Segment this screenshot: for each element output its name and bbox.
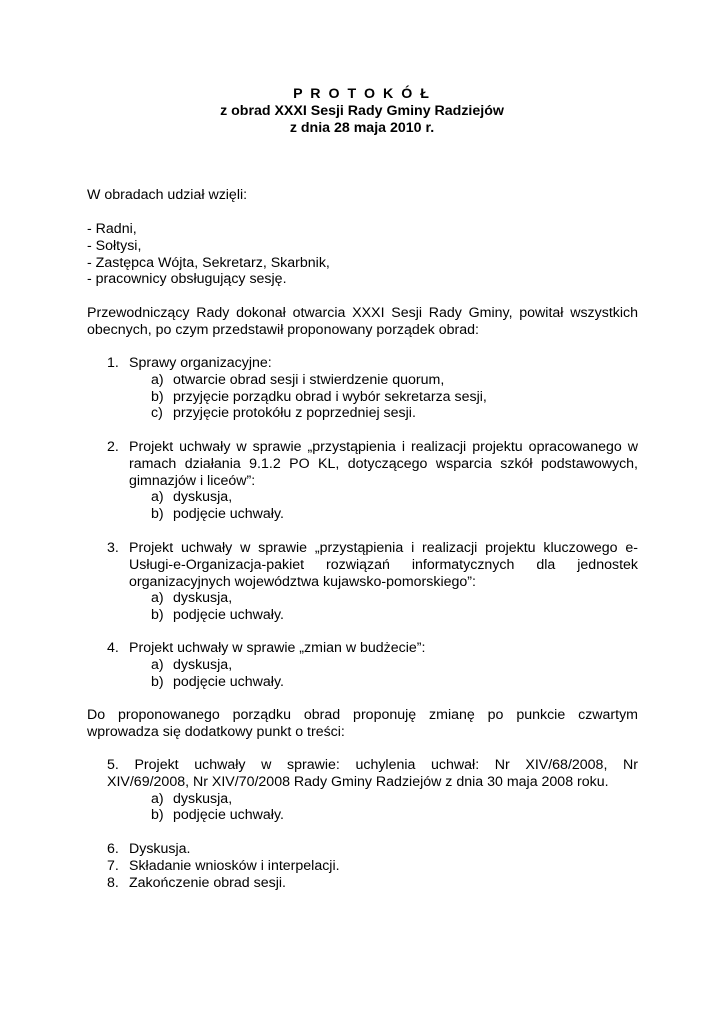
subitem-label: b): [151, 607, 164, 624]
agenda-line: Sprawy organizacyjne:: [129, 355, 272, 371]
attendance-item: - Radni,: [87, 221, 137, 237]
subitem-label: a): [151, 371, 164, 388]
agenda-line: Usługi-e-Organizacja-pakiet rozwiązań informatycznych dla jednostek: [129, 556, 638, 573]
agenda-number: 7.: [107, 858, 119, 874]
agenda-subitem: [107, 807, 638, 824]
subitem-label: b): [151, 506, 164, 523]
subitem-text: podjęcie uchwały.: [173, 807, 284, 824]
agenda-number: 8.: [107, 875, 119, 891]
agenda-line: Projekt uchwały w sprawie „przystąpienia i realizacji projektu opracowanego w: [129, 439, 638, 455]
agenda-item-3: [107, 540, 638, 624]
change-paragraph: [87, 707, 638, 741]
subitem-text: podjęcie uchwały.: [173, 506, 284, 523]
agenda-item-4: [107, 640, 638, 690]
agenda-item-1: [107, 355, 638, 422]
agenda-line: gimnazjów i liceów”:: [129, 472, 256, 489]
subitem-text: dyskusja,: [173, 656, 233, 673]
agenda-line: Składanie wniosków i interpelacji.: [129, 858, 340, 874]
subitem-label: b): [151, 807, 164, 824]
subitem-label: a): [151, 590, 164, 607]
agenda-item-6: [107, 841, 638, 858]
agenda-number: 3.: [107, 540, 119, 556]
agenda-number: 2.: [107, 439, 119, 455]
agenda-subitem: [107, 405, 638, 422]
agenda-subitem: [107, 590, 638, 607]
agenda-subitem: [107, 791, 638, 808]
subitem-label: b): [151, 388, 164, 405]
agenda-item-8: [107, 875, 638, 892]
agenda-subitem: [107, 674, 638, 691]
agenda-line: ramach działania 9.1.2 PO KL, dotyczącego wsparcia szkół podstawowych,: [129, 455, 638, 472]
agenda-item-7: [107, 858, 638, 875]
attendance-item: - Sołtysi,: [87, 237, 142, 254]
agenda-number: 1.: [107, 355, 119, 371]
agenda-line: 5. Projekt uchwały w sprawie: uchylenia uchwał: Nr XIV/68/2008, Nr: [107, 757, 638, 773]
agenda-item-5: [107, 757, 638, 824]
agenda-line: organizacyjnych województwa kujawsko-pomorskiego”:: [129, 573, 476, 590]
agenda-number: 6.: [107, 841, 119, 857]
attendance-item: - Zastępca Wójta, Sekretarz, Skarbnik,: [87, 254, 330, 271]
subitem-text: otwarcie obrad sesji i stwierdzenie quorum,: [173, 371, 445, 388]
paragraph-line: Przewodniczący Rady dokonał otwarcia XXXI Sesji Rady Gminy, powitał wszystkich: [87, 305, 638, 321]
paragraph-line: obecnych, po czym przedstawił proponowany porządek obrad:: [87, 321, 479, 338]
agenda-subitem: [107, 489, 638, 506]
agenda-number: 4.: [107, 640, 119, 656]
paragraph-line: Do proponowanego porządku obrad proponuję zmianę po punkcie czwartym: [87, 707, 638, 723]
agenda-line: XIV/69/2008, Nr XIV/70/2008 Rady Gminy Radziejów z dnia 30 maja 2008 roku.: [107, 773, 609, 790]
agenda-subitem: [107, 389, 638, 406]
subitem-label: a): [151, 489, 164, 506]
subitem-label: a): [151, 656, 164, 673]
paragraph-line: wprowadza się dodatkowy punkt o treści:: [87, 723, 345, 740]
attendance-intro: W obradach udział wzięli:: [87, 187, 248, 203]
opening-paragraph: [87, 305, 638, 339]
subitem-text: dyskusja,: [173, 489, 233, 506]
document-date: z dnia 28 maja 2010 r.: [289, 120, 435, 136]
attendance-item: - pracownicy obsługujący sesję.: [87, 271, 287, 288]
subitem-text: dyskusja,: [173, 590, 233, 607]
agenda-line: Zakończenie obrad sesji.: [129, 875, 286, 891]
subitem-text: podjęcie uchwały.: [173, 607, 284, 624]
agenda-subitem: [107, 372, 638, 389]
agenda-subitem: [107, 657, 638, 674]
agenda-line: Projekt uchwały w sprawie „przystąpienia i realizacji projektu kluczowego e-: [129, 540, 638, 556]
agenda-subitem: [107, 607, 638, 624]
agenda-line: Dyskusja.: [129, 841, 191, 857]
document-title: P R O T O K Ó Ł: [293, 86, 431, 102]
subitem-text: przyjęcie protokółu z poprzedniej sesji.: [173, 405, 416, 422]
attendance-list: [87, 221, 638, 288]
agenda-item-2: [107, 439, 638, 523]
subitem-label: a): [151, 790, 164, 807]
agenda-line: Projekt uchwały w sprawie „zmian w budżecie”:: [129, 640, 426, 656]
document-subtitle: z obrad XXXI Sesji Rady Gminy Radziejów: [220, 103, 504, 119]
subitem-text: podjęcie uchwały.: [173, 673, 284, 690]
agenda-subitem: [107, 506, 638, 523]
subitem-text: przyjęcie porządku obrad i wybór sekretarza sesji,: [173, 388, 487, 405]
subitem-label: b): [151, 673, 164, 690]
subitem-text: dyskusja,: [173, 790, 233, 807]
subitem-label: c): [151, 405, 163, 422]
